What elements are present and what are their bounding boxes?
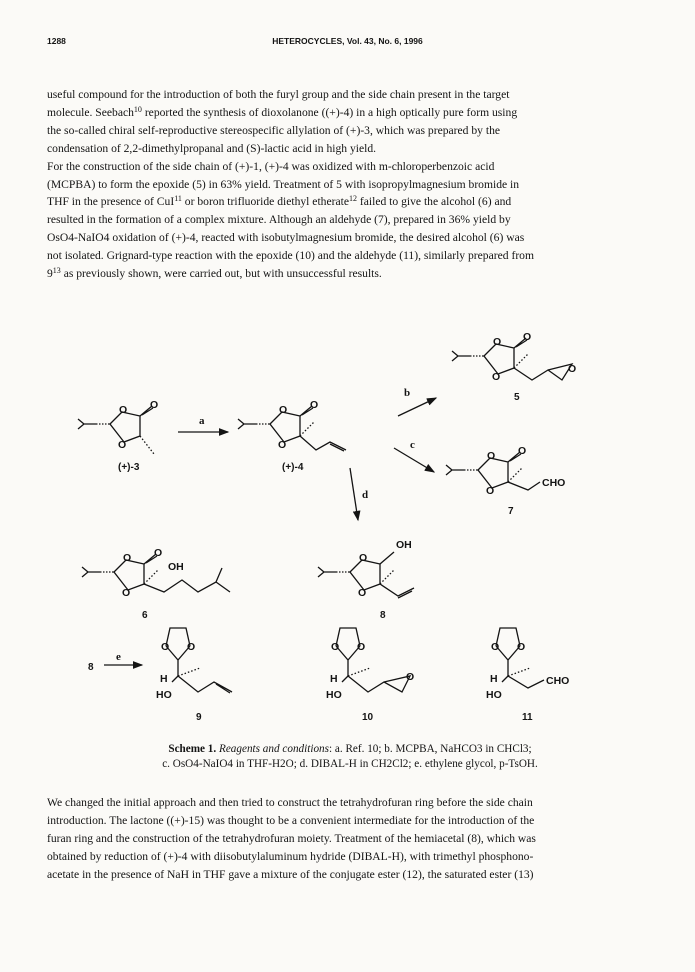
reagent-letter: e <box>116 651 121 663</box>
atom-label: O <box>486 485 495 497</box>
reaction-scheme <box>0 320 695 740</box>
reference-10: 10 <box>133 104 142 114</box>
atom-label: O <box>123 552 132 564</box>
atom-label: O <box>492 371 501 383</box>
text-line: We changed the initial approach and then tried to construct the tetrahydrofuran ring before the side chain <box>47 796 533 809</box>
reference-12: 12 <box>348 194 357 204</box>
caption-line: c. OsO4-NaIO4 in THF-H2O; d. DIBAL-H in CH2Cl2; e. ethylene glycol, p-TsOH. <box>162 758 538 770</box>
text-line: useful compound for the introduction of both the furyl group and the side chain present in the target <box>47 88 510 101</box>
compound-label: (+)-4 <box>282 462 304 473</box>
atom-label: O <box>568 363 577 375</box>
atom-label: O <box>406 671 415 683</box>
atom-label: HO <box>326 689 342 701</box>
compound-label: 6 <box>142 610 148 621</box>
reagent-letter: c <box>410 439 415 451</box>
scheme-caption <box>90 742 610 772</box>
paragraph-1 <box>47 86 643 283</box>
compound-label: 8 <box>88 662 94 673</box>
text-line: (MCPBA) to form the epoxide (5) in 63% yield. Treatment of 5 with isopropylmagnesium bromide in <box>47 177 520 191</box>
atom-label: O <box>518 445 527 457</box>
atom-label: O <box>161 641 170 653</box>
compound-label: 7 <box>508 506 514 517</box>
reagent-letter: a <box>199 415 205 427</box>
paragraph-3 <box>47 794 643 884</box>
atom-label: O <box>154 547 163 559</box>
atom-label: O <box>310 399 319 411</box>
atom-label: H <box>330 673 338 685</box>
atom-label: H <box>160 673 168 685</box>
journal-citation: HETEROCYCLES, Vol. 43, No. 6, 1996 <box>272 36 423 46</box>
atom-label: O <box>331 641 340 653</box>
reference-11: 11 <box>174 194 182 204</box>
compound-label: 10 <box>362 712 374 723</box>
running-header <box>0 36 695 52</box>
atom-label: O <box>358 587 367 599</box>
atom-label: OH <box>168 561 184 573</box>
caption-line: Scheme 1. Reagents and conditions: a. Ref. 10; b. MCPBA, NaHCO3 in CHCl3; <box>168 743 532 755</box>
compound-label: 9 <box>196 712 202 723</box>
atom-label: O <box>493 336 502 348</box>
atom-label: O <box>118 439 127 451</box>
text-line: molecule. Seebach$^{10}$ reported the synthesis of dioxolanone ((+)-4) in a high optically pure form using <box>47 104 518 119</box>
atom-label: O <box>523 331 532 343</box>
reference-13: 13 <box>52 266 61 276</box>
compound-label: 8 <box>380 610 386 621</box>
atom-label: O <box>487 450 496 462</box>
atom-label: O <box>122 587 131 599</box>
atom-label: O <box>357 641 366 653</box>
text-line: acetate in the presence of NaH in THF gave a mixture of the conjugate ester (12), the saturated ester (13) <box>47 867 534 881</box>
text-line: THF in the presence of CuI$^{11}$ or boron trifluoride diethyl etherate$^{12}$ failed to give the alcohol (6) and <box>47 194 512 209</box>
atom-label: H <box>490 673 498 685</box>
atom-label: O <box>119 404 128 416</box>
text-line: resulted in the formation of a complex mixture. Although an aldehyde (7), prepared in 36% yield by <box>47 213 511 227</box>
text-line: obtained by reduction of (+)-4 with diisobutylaluminum hydride (DIBAL-H), with trimethyl phosphono- <box>47 849 534 863</box>
reagent-letter: d <box>362 489 369 501</box>
compound-label: (+)-3 <box>118 462 140 473</box>
compound-label: 11 <box>522 712 533 723</box>
text-line: OsO4-NaIO4 oxidation of (+)-4, reacted with isobutylmagnesium bromide, the desired alcohol (6) was <box>47 231 525 245</box>
atom-label: O <box>491 641 500 653</box>
atom-label: CHO <box>542 477 566 489</box>
text-line: $9^{13}$ as previously shown, were carried out, but with unsuccessful results. <box>47 266 382 281</box>
atom-label: O <box>359 552 368 564</box>
compound-label: 5 <box>514 392 520 403</box>
reagent-letter: b <box>404 387 411 399</box>
atom-label: HO <box>156 689 172 701</box>
atom-label: CHO <box>546 675 570 687</box>
atom-label: O <box>517 641 526 653</box>
text-line: condensation of 2,2-dimethylpropanal and (S)-lactic acid in high yield. <box>47 141 377 155</box>
scheme-drawing <box>0 320 695 740</box>
atom-label: OH <box>396 539 412 551</box>
text-line: not isolated. Grignard-type reaction with the epoxide (10) and the aldehyde (11), similarly prepared from <box>47 249 534 263</box>
text-line: For the construction of the side chain of (+)-1, (+)-4 was oxidized with m-chloroperbenzoic acid <box>47 159 495 173</box>
page-number: 1288 <box>47 36 66 46</box>
atom-label: HO <box>486 689 502 701</box>
text-line: introduction. The lactone ((+)-15) was thought to be a convenient intermediate for the introduction of the <box>47 813 535 827</box>
atom-label: O <box>278 439 287 451</box>
text-line: furan ring and the construction of the tetrahydrofuran moiety. Treatment of the hemiacetal (8), which was <box>47 831 536 845</box>
text-line: the so-called chiral self-reproductive stereospecific allylation of (+)-3, which was prepared by the <box>47 123 501 137</box>
atom-label: O <box>279 404 288 416</box>
atom-label: O <box>187 641 196 653</box>
atom-label: O <box>150 399 159 411</box>
